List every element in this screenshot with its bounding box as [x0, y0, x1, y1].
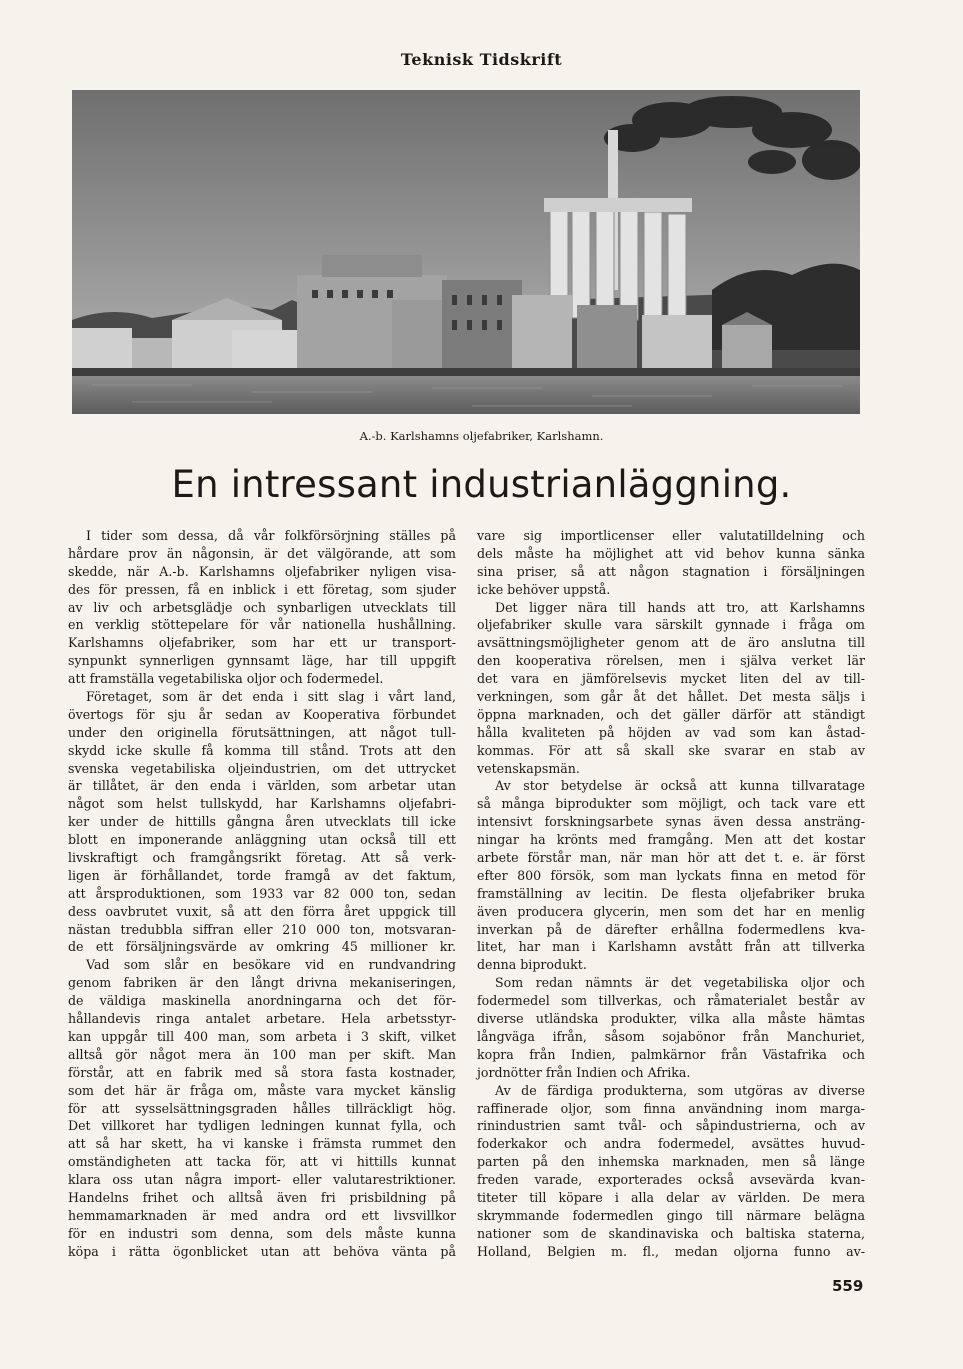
- text-line: hållandevis ringa antalet arbetare. Hela arbetsstyr-: [68, 1011, 456, 1027]
- text-line: Det villkoret har tydligen ledningen kunnat fylla, och: [68, 1118, 456, 1134]
- text-line: de väldiga maskinella anordningarna och det för-: [68, 993, 456, 1009]
- text-line: litet, har man i Karlshamn avstått från att tillverka: [477, 939, 865, 955]
- text-line: raffinerade oljor, som finna användning inom marga-: [477, 1100, 865, 1116]
- text-line: livskraftigt och framgångsrikt företag. Att så verk-: [68, 850, 456, 866]
- right-column: [477, 527, 865, 1261]
- text-line: ker under de hittills gångna åren utvecklats till icke: [68, 814, 456, 830]
- text-line: kopra från Indien, palmkärnor från Västafrika och: [477, 1046, 865, 1062]
- text-line: blott en imponerande anläggning utan också till ett: [68, 832, 456, 848]
- text-line: Holland, Belgien m. fl., medan oljorna funno av-: [477, 1243, 865, 1259]
- text-line: de ett försäljningsvärde av omkring 45 millioner kr.: [68, 939, 456, 955]
- text-line: för att sysselsättningsgraden hålles tillräckligt hög.: [68, 1100, 456, 1116]
- text-line: under den originella förutsättningen, att något tull-: [68, 724, 456, 740]
- factory-photo: [72, 90, 860, 414]
- text-line: något som helst tullskydd, har Karlshamns oljefabri-: [68, 796, 456, 812]
- text-line: Av stor betydelse är också att kunna tillvaratage: [495, 778, 865, 794]
- text-line: titeter till köpare i alla delar av världen. De mera: [477, 1189, 865, 1205]
- text-line: nationer som de skandinaviska och baltiska staterna,: [477, 1225, 865, 1241]
- text-line: skrymmande fodermedlen gingo till närmare belägna: [477, 1207, 865, 1223]
- photo-caption: A.-b. Karlshamns oljefabriker, Karlshamn.: [359, 429, 604, 443]
- text-line: så många biprodukter som möjligt, och tack vare ett: [477, 796, 865, 812]
- text-line: denna biprodukt.: [477, 957, 587, 973]
- text-line: rinindustrien samt tvål- och såpindustrierna, och av: [477, 1118, 865, 1134]
- text-line: Handelns frihet och alltså även fri prisbildning på: [68, 1189, 456, 1205]
- text-line: att framställa vegetabiliska oljor och fodermedel.: [68, 671, 384, 687]
- text-line: Av de färdiga produkterna, som utgöras av diverse: [495, 1082, 865, 1098]
- text-line: icke behöver uppstå.: [477, 581, 611, 597]
- factory-illustration: [72, 90, 860, 414]
- text-line: diverse utländska produkter, vilka alla måste hämtas: [477, 1011, 865, 1027]
- text-line: alltså gör något mera än 100 man per skift. Man: [68, 1046, 456, 1062]
- text-line: kommas. För att så skall ske svarar en stab av: [477, 742, 865, 758]
- text-line: en verklig stöttepelare för vår nationella hushållning.: [68, 617, 456, 633]
- text-line: även producera glycerin, men som det har en menlig: [477, 903, 865, 919]
- text-line: långväga ifrån, såsom sojabönor från Manchuriet,: [477, 1028, 865, 1044]
- text-line: verkningen, som går åt det hållet. Det mesta säljs i: [477, 689, 865, 705]
- text-line: att årsproduktionen, som 1933 var 82 000 ton, sedan: [68, 885, 456, 901]
- text-line: klara oss utan några import- eller valutarestriktioner.: [68, 1172, 456, 1188]
- text-line: des för pressen, få en inblick i ett företag, som sjuder: [68, 581, 456, 597]
- text-line: vetenskapsmän.: [477, 760, 580, 776]
- text-line: ningar ha krönts med framgång. Men att det kostar: [477, 832, 865, 848]
- text-line: nästan tredubbla siffran eller 210 000 ton, motsvaran-: [68, 921, 456, 937]
- text-line: kan uppgår till 400 man, som arbeta i 3 skift, vilket: [68, 1028, 456, 1044]
- text-line: övertogs för sju år sedan av Kooperativa förbundet: [68, 706, 456, 722]
- left-column: [68, 527, 456, 1261]
- text-line: öppna marknaden, och det gäller därför att ständigt: [477, 706, 865, 722]
- text-line: intensivt forskningsarbete synas även dessa ansträng-: [477, 814, 865, 830]
- text-line: för en industri som denna, som dels måste kunna: [68, 1225, 456, 1241]
- text-line: att så har skett, ha vi kanske i främsta rummet den: [68, 1136, 456, 1152]
- text-line: omständigheten att tacka för, att vi hittills kunnat: [68, 1154, 456, 1170]
- text-line: synpunkt synnerligen gynnsamt läge, har till uppgift: [68, 653, 456, 669]
- text-line: hemmamarknaden är med andra ord ett livsvillkor: [68, 1207, 456, 1223]
- article-headline: En intressant industrianläggning.: [171, 463, 792, 506]
- text-line: förstår, att en fabrik med så stora fasta kostnader,: [68, 1064, 456, 1080]
- text-line: som det här är fråga om, måste vara mycket känslig: [68, 1082, 456, 1098]
- text-line: arbete förstår man, när man hör att det t. e. är först: [477, 850, 865, 866]
- text-line: dels måste ha möjlighet att vid behov kunna sänka: [477, 545, 865, 561]
- text-line: Karlshamns oljefabriker, som har ett ur transport-: [68, 635, 456, 651]
- text-line: dess oavbrutet vuxit, så att den förra året uppgick till: [68, 903, 456, 919]
- text-line: freden varade, exporterades också avsevärda kvan-: [477, 1172, 865, 1188]
- text-line: parten på den inhemska marknaden, men så länge: [477, 1154, 865, 1170]
- text-line: Företaget, som är det enda i sitt slag i vårt land,: [86, 689, 456, 705]
- text-line: sina priser, så att någon stagnation i försäljningen: [477, 563, 865, 579]
- text-line: efter 800 försök, som man lyckats finna en metod för: [477, 867, 865, 883]
- text-line: det vara en jämförelsevis mycket liten del av till-: [477, 671, 865, 687]
- text-line: avsättningsmöjligheter genom att de äro anslutna till: [477, 635, 865, 651]
- text-line: vare sig importlicenser eller valutatilldelning och: [477, 528, 865, 543]
- text-line: skedde, när A.-b. Karlshamns oljefabriker nyligen visa-: [68, 563, 456, 579]
- text-line: ligen är förhållandet, torde framgå av det faktum,: [68, 867, 456, 883]
- text-line: skydd icke skulle få komma till stånd. Trots att den: [68, 742, 456, 758]
- text-line: framställning av lecitin. De flesta oljefabriker bruka: [477, 885, 865, 901]
- text-line: genom fabriken är den långt drivna mekaniseringen,: [68, 975, 456, 991]
- text-line: hålla kvaliteten på höjden av vad som kan åstad-: [477, 724, 865, 740]
- text-line: jordnötter från Indien och Afrika.: [477, 1064, 691, 1080]
- text-line: av liv och arbetsglädje och synbarligen utvecklats till: [68, 599, 456, 615]
- text-line: foderkakor och andra fodermedel, avsättes huvud-: [477, 1136, 865, 1152]
- text-line: fodermedel som tillverkas, och råmaterialet består av: [477, 993, 865, 1009]
- text-line: den kooperativa rörelsen, men i själva verket lär: [477, 653, 865, 669]
- text-line: hårdare prov än någonsin, är det välgörande, att som: [68, 545, 456, 561]
- text-line: Det ligger nära till hands att tro, att Karlshamns: [495, 599, 865, 615]
- text-line: köpa i rätta ögonblicket utan att behöva vänta på: [68, 1243, 456, 1259]
- text-line: Som redan nämnts är det vegetabiliska oljor och: [495, 975, 865, 991]
- text-line: oljefabriker skulle vara särskilt gynnade i fråga om: [477, 617, 865, 633]
- page-number: 559: [832, 1277, 864, 1295]
- text-line: Vad som slår en besökare vid en rundvandring: [86, 957, 456, 973]
- text-line: inverkan på de därefter erhållna fodermedlens kva-: [477, 921, 865, 937]
- text-line: I tider som dessa, då vår folkförsörjning ställes på: [86, 528, 456, 543]
- text-line: är tillåtet, är den enda i världen, som arbetar utan: [68, 778, 456, 794]
- masthead: Teknisk Tidskrift: [400, 50, 563, 69]
- text-line: svenska vegetabiliska oljeindustrien, om det uttrycket: [68, 760, 456, 776]
